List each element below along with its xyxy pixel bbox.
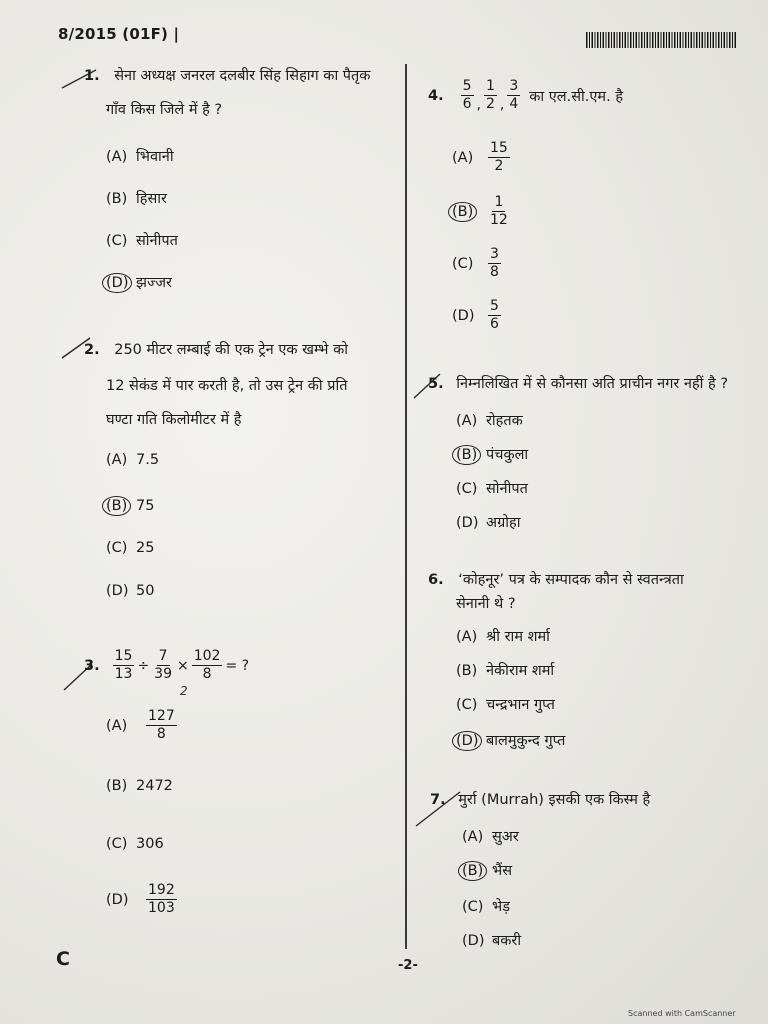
option-c[interactable] [456,694,555,714]
question-text: मुर्रा (Murrah) इसकी एक किस्म है [458,792,651,808]
question-number: 2. [84,342,100,358]
question-number: 4. [428,87,444,104]
option-fraction: $\frac{192}{103}$ [148,882,175,916]
fraction: $\frac{1}{2}$ [485,78,495,112]
option-a[interactable] [456,626,550,646]
option-c[interactable] [452,246,502,281]
question-text: ‘कोहनूर’ पत्र के सम्पादक कौन से स्वतन्त्रता [458,572,684,588]
option-fraction: $\frac{1}{12}$ [490,194,508,228]
option-letter: (B) [106,778,128,794]
option-letter: (A) [462,829,484,845]
series-letter: C [56,948,70,970]
option-b-marked[interactable] [462,860,512,881]
option-text: नेकीराम शर्मा [486,663,555,679]
answer-circle: (B) [452,445,481,465]
question-text: सेना अध्यक्ष जनरल दलबीर सिंह सिहाग का पैतृक [114,68,371,84]
option-d[interactable] [106,583,154,599]
option-text: बालमुकुन्द गुप्त [486,733,566,749]
option-b[interactable] [456,660,554,680]
option-text: बकरी [492,933,522,949]
page-number: -2- [398,958,418,973]
question-text: 250 मीटर लम्बाई की एक ट्रेन एक खम्भे को [114,342,348,358]
fraction: $\frac{5}{6}$ [462,78,472,112]
option-text: भिवानी [136,149,174,165]
option-letter: (C) [106,233,128,249]
option-text: भेड़ [492,899,510,915]
fraction: $\frac{3}{4}$ [509,78,519,112]
question-text: घण्टा गति किलोमीटर में है [106,412,242,428]
option-letter: (A) [456,413,478,429]
question-number: 6. [428,572,444,588]
scanner-watermark: Scanned with CamScanner [628,1009,736,1018]
option-a[interactable] [106,452,159,468]
option-fraction: $\frac{15}{2}$ [490,140,508,174]
option-letter: (D) [106,891,129,908]
option-letter: (A) [452,149,474,166]
option-text: हिसार [136,191,167,207]
option-letter: (C) [456,481,478,497]
option-b-marked[interactable] [456,444,528,465]
option-d-marked[interactable] [106,272,172,293]
option-letter: (D) [106,583,129,599]
answer-circle: (D) [452,731,482,751]
question-text: निम्नलिखित में से कौनसा अति प्राचीन नगर नहीं है ? [456,376,729,392]
question-number: 3. [84,657,100,674]
option-letter: (D) [462,933,485,949]
fraction: $\frac{15}{13}$ [114,648,133,682]
option-letter: (A) [456,629,478,645]
option-text: सोनीपत [136,233,178,249]
option-letter: (C) [106,836,128,852]
option-text: श्री राम शर्मा [486,629,550,645]
option-letter: (C) [452,255,474,272]
option-text: सुअर [492,829,519,845]
option-letter: (A) [106,717,128,734]
option-text: 25 [136,540,155,556]
option-a[interactable] [106,708,178,743]
division-sign: ÷ [137,657,150,674]
option-text: रोहतक [486,413,523,429]
option-text: चन्द्रभान गुप्त [486,697,555,713]
option-b-marked[interactable] [452,194,511,229]
option-fraction: $\frac{5}{6}$ [490,298,499,332]
equals-question: = ? [225,657,250,674]
option-text: 75 [136,498,155,514]
option-a[interactable] [106,146,174,166]
option-text: सोनीपत [486,481,528,497]
option-fraction: $\frac{127}{8}$ [148,708,175,742]
option-a[interactable] [456,410,523,430]
fraction: $\frac{7}{39}$ [154,648,172,682]
pencil-scribble: 2 [180,684,188,698]
fraction: $\frac{102}{8}$ [193,648,221,682]
option-d[interactable] [462,930,521,950]
option-letter: (D) [452,307,475,324]
option-fraction: $\frac{3}{8}$ [490,246,499,280]
multiply-sign: × [177,657,189,674]
option-text: 306 [136,836,164,852]
option-c[interactable] [106,836,164,852]
option-letter: (B) [106,191,128,207]
answer-circle: (B) [102,496,131,516]
option-a[interactable] [452,140,511,175]
option-d[interactable] [452,298,502,333]
paper-code: 8/2015 (01F) | [58,25,180,43]
option-letter: (C) [106,540,128,556]
option-letter: (D) [456,515,479,531]
barcode [586,32,736,48]
option-c[interactable] [456,478,528,498]
option-d[interactable] [456,512,520,532]
option-letter: (A) [106,149,128,165]
column-divider [405,64,407,949]
option-b[interactable] [106,778,173,794]
option-text: 2472 [136,778,173,794]
option-letter: (C) [456,697,478,713]
option-letter: (A) [106,452,128,468]
option-text: 50 [136,583,155,599]
option-text: अग्रोहा [486,515,521,531]
question-number: 7. [430,792,446,808]
option-c[interactable] [106,540,154,556]
answer-circle: (D) [102,273,132,293]
option-c[interactable] [462,896,510,916]
option-b-marked[interactable] [106,496,154,516]
question-text: सेनानी थे ? [456,596,516,612]
option-b[interactable] [106,188,167,208]
option-letter: (C) [462,899,484,915]
option-d[interactable] [106,882,178,917]
question-text: 12 सेकंड में पार करती है, तो उस ट्रेन की प्रति [106,378,348,394]
option-letter: (B) [456,663,478,679]
question-text: का एल.सी.एम. है [529,88,624,105]
answer-circle: (B) [448,202,477,222]
option-a[interactable] [462,826,519,846]
option-c[interactable] [106,230,178,250]
question-number: 5. [428,376,444,392]
option-d-marked[interactable] [456,730,565,751]
option-text: झज्जर [136,275,172,291]
option-text: भैंस [492,863,512,879]
option-text: 7.5 [136,452,160,468]
answer-circle: (B) [458,861,487,881]
question-text: गाँव किस जिले में है ? [106,102,223,118]
question-number: 1. [84,68,100,84]
option-text: पंचकुला [486,447,529,463]
